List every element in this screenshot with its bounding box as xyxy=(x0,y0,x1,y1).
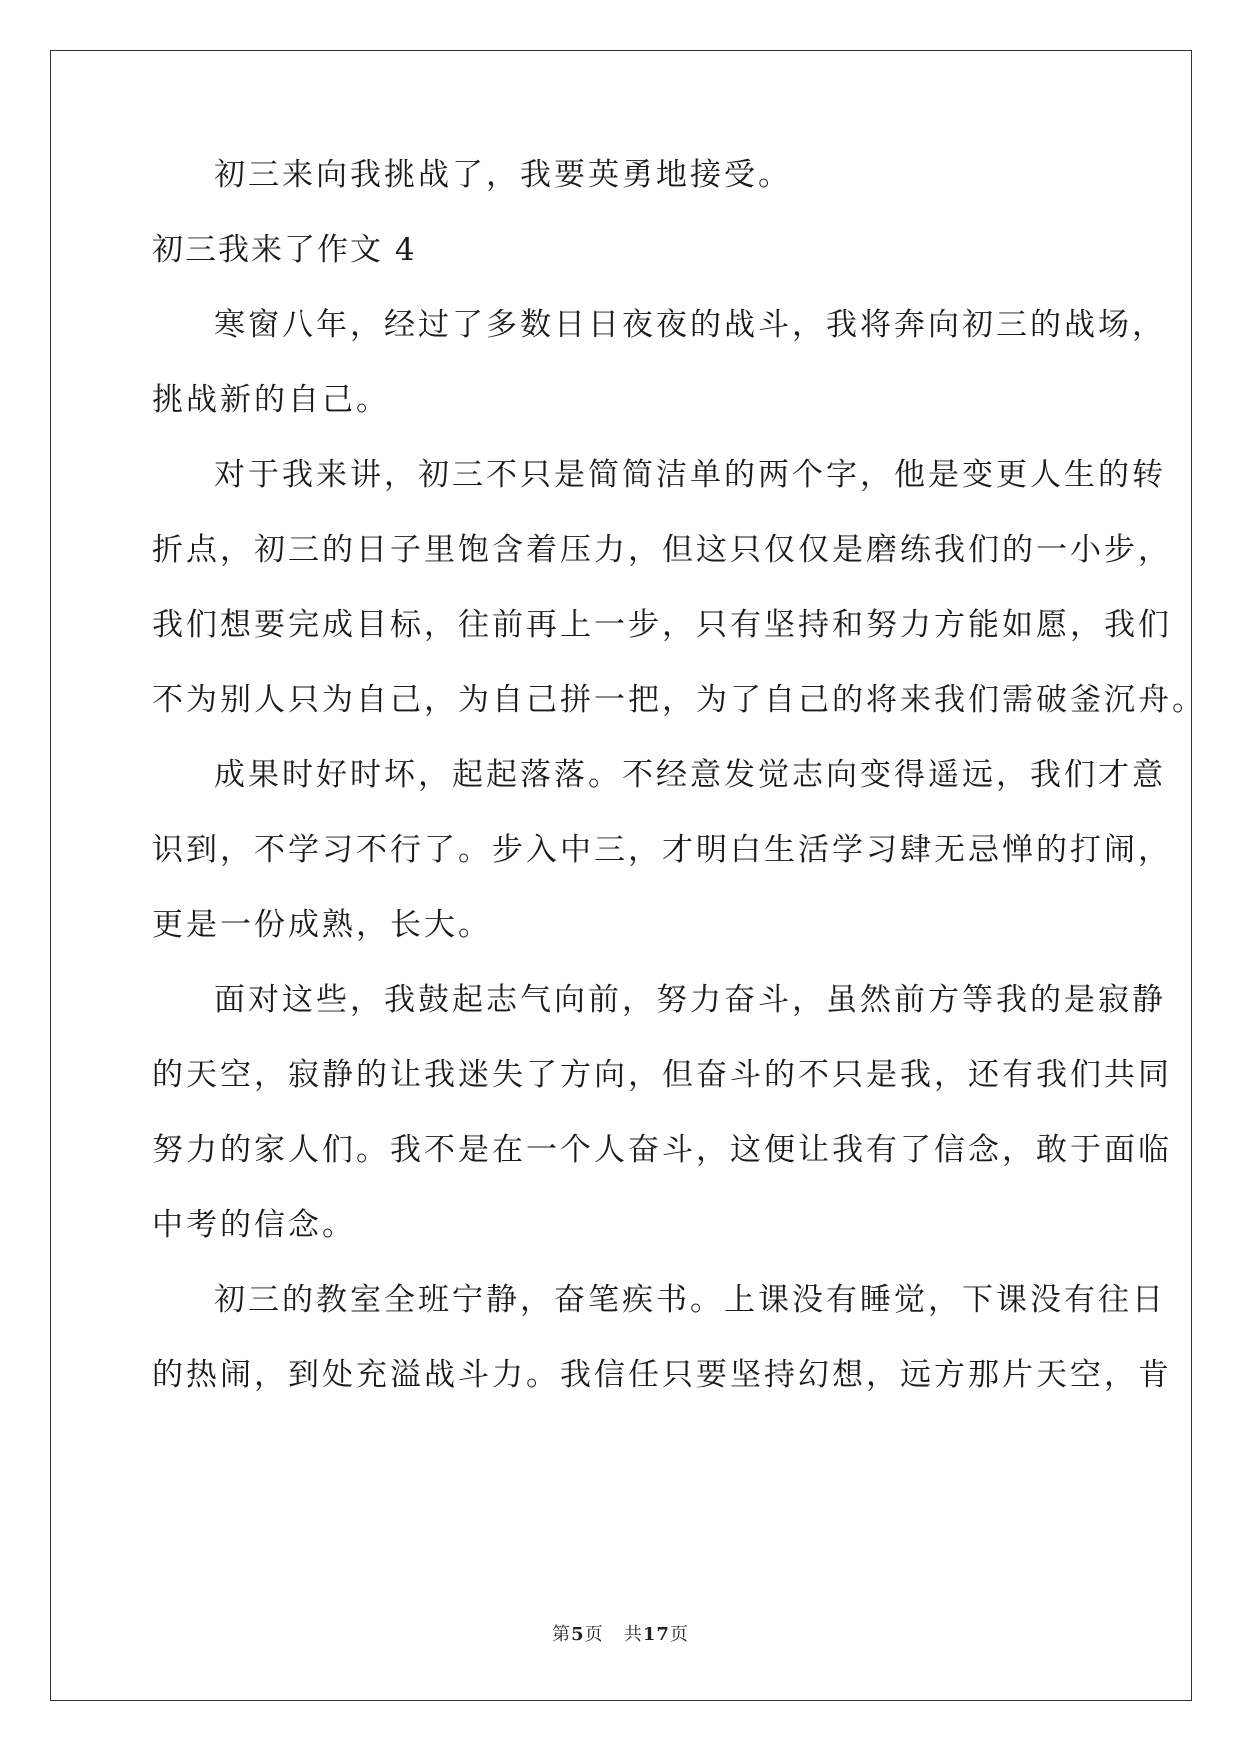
paragraph-line: 面对这些，我鼓起志气向前，努力奋斗，虽然前方等我的是寂静 xyxy=(214,982,1166,1018)
paragraph-line: 识到，不学习不行了。步入中三，才明白生活学习肆无忌惮的打闹， xyxy=(152,832,1172,868)
page-border xyxy=(50,50,1192,1701)
total-suffix: 页 xyxy=(669,1624,689,1645)
paragraph-line: 不为别人只为自己，为自己拼一把，为了自己的将来我们需破釜沉舟。 xyxy=(152,682,1206,718)
paragraph-line: 我们想要完成目标，往前再上一步，只有坚持和努力方能如愿，我们 xyxy=(152,607,1172,643)
paragraph-line: 成果时好时坏，起起落落。不经意发觉志向变得遥远，我们才意 xyxy=(214,757,1166,793)
paragraph-line: 初三来向我挑战了，我要英勇地接受。 xyxy=(214,157,792,193)
total-pages: 17 xyxy=(642,1624,670,1645)
page-footer xyxy=(0,1620,1241,1646)
section-heading: 初三我来了作文 4 xyxy=(152,232,417,268)
paragraph-line: 中考的信念。 xyxy=(152,1207,356,1243)
paragraph-line: 折点，初三的日子里饱含着压力，但这只仅仅是磨练我们的一小步， xyxy=(152,532,1172,568)
paragraph-line: 的天空，寂静的让我迷失了方向，但奋斗的不只是我，还有我们共同 xyxy=(152,1057,1172,1093)
page-suffix: 页 xyxy=(584,1624,604,1645)
paragraph-line: 更是一份成熟，长大。 xyxy=(152,907,492,943)
paragraph-line: 挑战新的自己。 xyxy=(152,382,390,418)
total-prefix: 共 xyxy=(623,1624,643,1645)
paragraph-line: 寒窗八年，经过了多数日日夜夜的战斗，我将奔向初三的战场， xyxy=(214,307,1166,343)
paragraph-line: 对于我来讲，初三不只是简简洁单的两个字，他是变更人生的转 xyxy=(214,457,1166,493)
paragraph-line: 的热闹，到处充溢战斗力。我信任只要坚持幻想，远方那片天空，肯 xyxy=(152,1357,1172,1393)
page-prefix: 第 xyxy=(552,1624,572,1645)
paragraph-line: 努力的家人们。我不是在一个人奋斗，这便让我有了信念，敢于面临 xyxy=(152,1132,1172,1168)
paragraph-line: 初三的教室全班宁静，奋笔疾书。上课没有睡觉，下课没有往日 xyxy=(214,1282,1166,1318)
page-number: 5 xyxy=(571,1624,585,1645)
